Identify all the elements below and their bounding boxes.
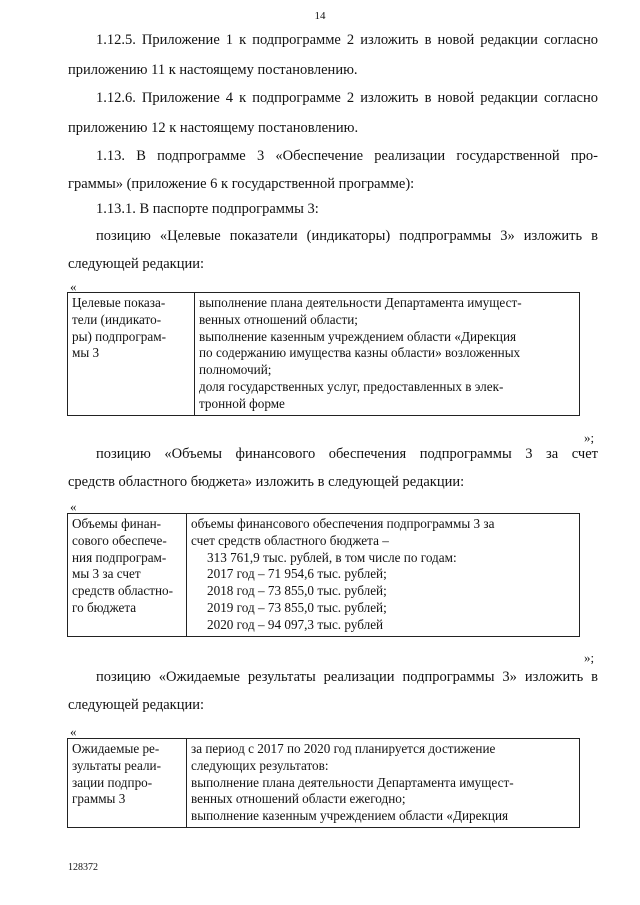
cell-line: выполнение казенным учреждением области «Дирекция (191, 808, 509, 824)
cell-line: Ожидаемые ре- (72, 741, 160, 756)
cell-line: тели (индикато- (72, 311, 162, 327)
cell-line: Объемы финан- (72, 516, 162, 531)
cell-line: следующих результатов: (191, 757, 329, 773)
paragraph-5-line-1: позицию «Целевые показатели (индикаторы) подпрограммы 3» изложить в (96, 228, 598, 244)
cell-line: 2018 год – 73 855,0 тыс. рублей; (207, 583, 387, 599)
paragraph-1-line-2: приложению 11 к настоящему постановлению. (68, 62, 358, 78)
cell-line: полномочий; (199, 362, 272, 378)
cell-line: ния подпрограм- (72, 549, 167, 565)
paragraph-7-line-1: позицию «Ожидаемые результаты реализации подпрограммы 3» изложить в (96, 669, 598, 685)
cell-line: го бюджета (72, 599, 137, 615)
paragraph-2-line-2: приложению 12 к настоящему постановлению. (68, 120, 359, 136)
cell-line: выполнение плана деятельности Департамента имущест- (191, 774, 514, 790)
table-value-cell (187, 514, 580, 637)
table-target-indicators (67, 292, 580, 416)
cell-line: счет средств областного бюджета – (191, 532, 389, 548)
cell-line: венных отношений области ежегодно; (191, 791, 406, 807)
quote-close-2: »; (584, 650, 595, 665)
cell-line: средств областно- (72, 583, 174, 599)
cell-line: 2017 год – 71 954,6 тыс. рублей; (207, 566, 387, 582)
paragraph-7-line-2: следующей редакции: (68, 697, 205, 713)
quote-open-1: « (70, 279, 77, 294)
table-financing (67, 513, 580, 637)
paragraph-3-line-1: 1.13. В подпрограмме 3 «Обеспечение реализации государственной про- (96, 148, 598, 164)
cell-line: мы 3 за счет (72, 566, 141, 582)
table-value-cell (195, 293, 580, 416)
cell-line: Целевые показа- (72, 295, 166, 310)
cell-line: граммы 3 (72, 791, 126, 807)
paragraph-1-line-1: 1.12.5. Приложение 1 к подпрограмме 2 изложить в новой редакции согласно (96, 32, 598, 48)
cell-line: тронной форме (199, 395, 285, 411)
paragraph-4: 1.13.1. В паспорте подпрограммы 3: (96, 201, 319, 217)
table-label-cell (68, 293, 195, 416)
cell-line: ры) подпрограм- (72, 328, 166, 344)
cell-line: за период с 2017 по 2020 год планируется достижение (191, 741, 496, 756)
paragraph-5-line-2: следующей редакции: (68, 256, 205, 272)
cell-line: зультаты реали- (72, 757, 162, 773)
table-expected-results (67, 738, 580, 828)
paragraph-6-line-1: позицию «Объемы финансового обеспечения подпрограммы 3 за счет (96, 446, 598, 462)
cell-line: объемы финансового обеспечения подпрограммы 3 за (191, 516, 495, 531)
cell-line: сового обеспече- (72, 532, 167, 548)
paragraph-3-line-2: граммы» (приложение 6 к государственной программе): (68, 176, 415, 192)
quote-open-3: « (70, 724, 77, 739)
table-label-cell (68, 739, 187, 828)
paragraph-6-line-2: средств областного бюджета» изложить в следующей редакции: (68, 474, 465, 490)
cell-line: зации подпро- (72, 774, 153, 790)
quote-close-1: »; (584, 430, 595, 445)
cell-line: 313 761,9 тыс. рублей, в том числе по годам: (207, 549, 457, 565)
cell-line: доля государственных услуг, предоставленных в элек- (199, 378, 504, 394)
cell-line: по содержанию имущества казны области» возложенных (199, 345, 521, 361)
footer-document-code: 128372 (68, 862, 98, 873)
cell-line: мы 3 (72, 345, 100, 361)
cell-line: выполнение казенным учреждением области «Дирекция (199, 328, 517, 344)
page-number: 14 (314, 10, 326, 22)
cell-line: 2019 год – 73 855,0 тыс. рублей; (207, 599, 387, 615)
cell-line: венных отношений области; (199, 311, 358, 327)
cell-line: выполнение плана деятельности Департамента имущест- (199, 295, 522, 310)
paragraph-2-line-1: 1.12.6. Приложение 4 к подпрограмме 2 изложить в новой редакции согласно (96, 90, 598, 106)
table-label-cell (68, 514, 187, 637)
table-value-cell (187, 739, 580, 828)
cell-line: 2020 год – 94 097,3 тыс. рублей (207, 616, 384, 632)
quote-open-2: « (70, 499, 77, 514)
